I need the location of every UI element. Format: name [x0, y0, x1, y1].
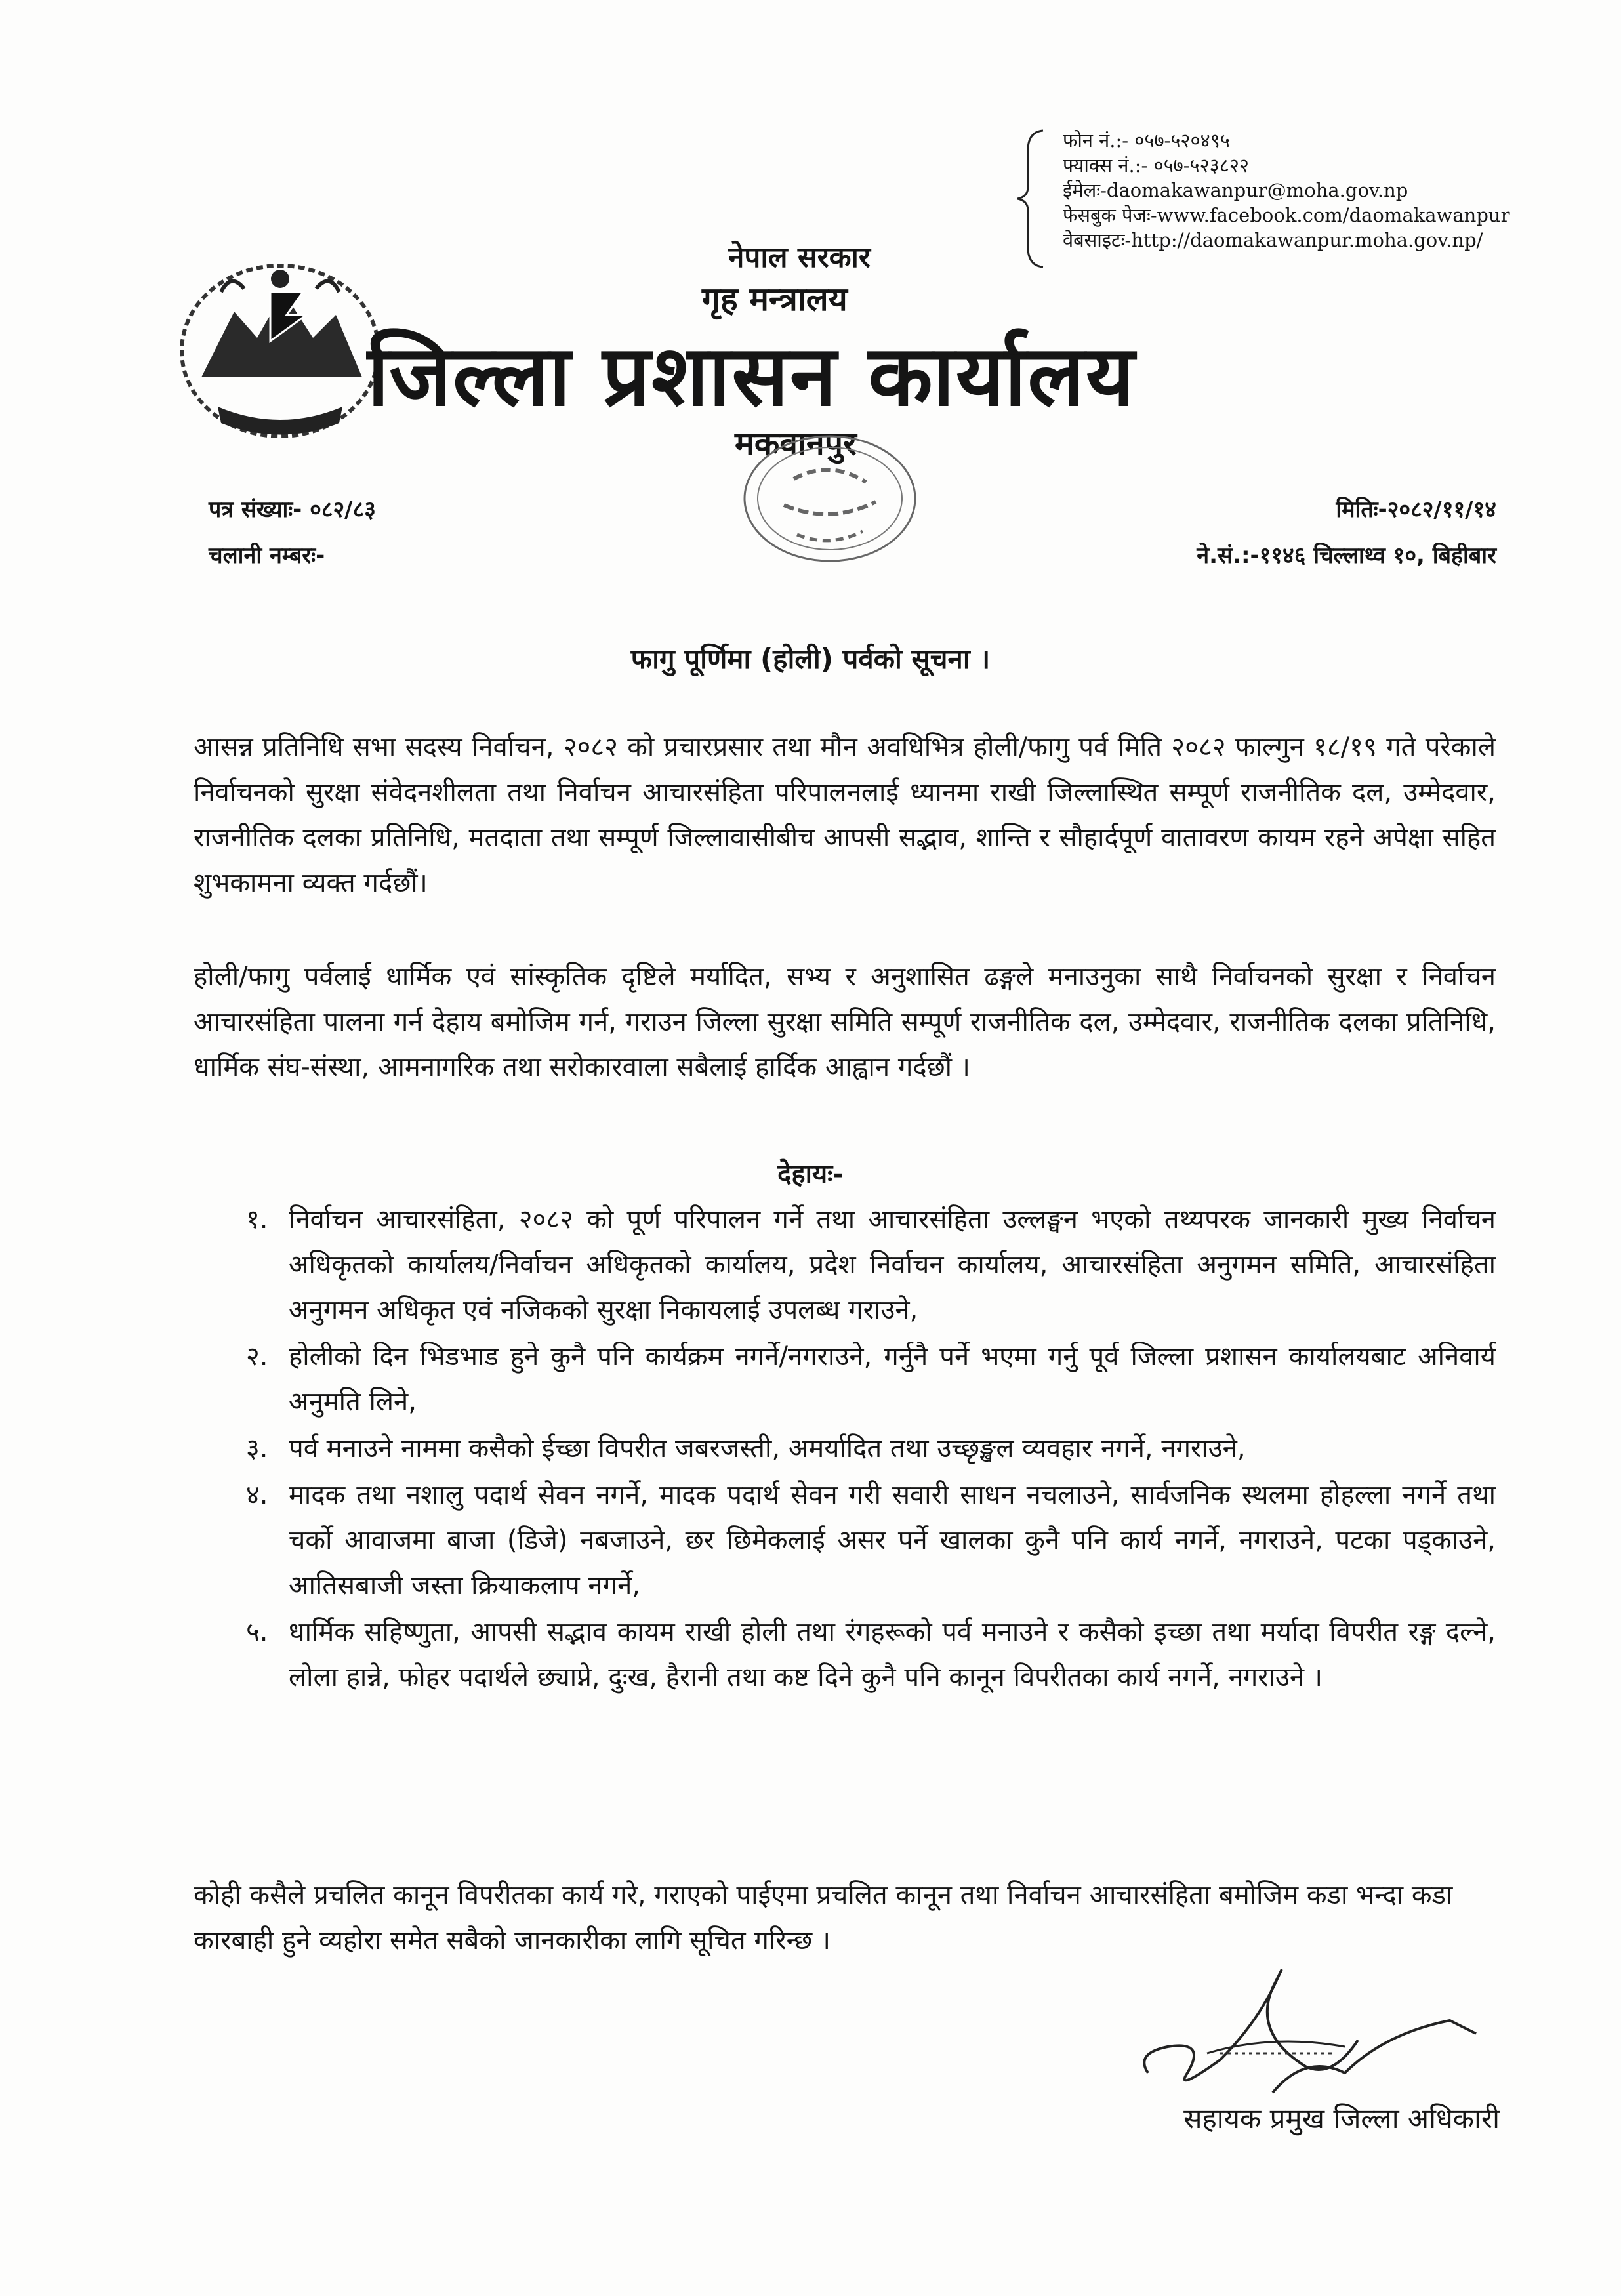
phone-number: फोन नं.:- ०५७-५२०४९५	[1063, 129, 1230, 152]
district-name: मकवानपुर	[735, 424, 857, 462]
list-item-number: ३.	[246, 1433, 268, 1464]
list-item-text: होलीको दिन भिडभाड हुने कुनै पनि कार्यक्रम नगर्ने/नगराउने, गर्नुनै पर्ने भएमा गर्नु पूर्व जिल्ला प्रशासन कार्यालयबाट अनिवार्य अनुमति लिने,	[289, 1342, 1496, 1417]
fax-number: फ्याक्स नं.:- ०५७-५२३८२२	[1063, 154, 1250, 176]
letter-date: मितिः-२०८२/११/१४	[1336, 497, 1496, 523]
letter-number: पत्र संख्याः- ०८२/८३	[209, 497, 376, 523]
website-link[interactable]: वेबसाइटः-http://daomakawanpur.moha.gov.np/	[1063, 229, 1483, 251]
office-seal-icon	[731, 426, 928, 571]
list-item	[246, 1426, 1496, 1471]
list-item	[246, 1473, 1496, 1609]
office-name: जिल्ला प्रशासन कार्यालय	[367, 327, 1136, 425]
dispatch-number: चलानी नम्बरः-	[209, 543, 325, 569]
handwritten-signature	[1109, 1961, 1489, 2112]
nepal-samvat-date: ने.सं.:-११४६ चिल्लाथ्व १०, बिहीबार	[1197, 543, 1496, 569]
instruction-list	[246, 1197, 1496, 1702]
list-item-number: १.	[246, 1204, 268, 1235]
ministry-name: गृह मन्त्रालय	[702, 280, 848, 318]
list-item-number: ५.	[246, 1617, 268, 1647]
list-item	[246, 1334, 1496, 1425]
list-item	[246, 1610, 1496, 1700]
contact-info	[1063, 128, 1509, 253]
list-heading: देहायः-	[777, 1159, 844, 1189]
nepal-emblem-icon	[172, 253, 388, 443]
notice-title: फागु पूर्णिमा (होली) पर्वको सूचना ।	[630, 643, 991, 675]
paragraph-closing: कोही कसैले प्रचलित कानून विपरीतका कार्य गरे, गराएको पाईएमा प्रचलित कानून तथा निर्वाचन आचारसंहिता बमोजिम कडा भन्दा कडा कारबाही हुने व्यहोरा समेत सबैको जानकारीका लागि सूचित गरिन्छ ।	[194, 1880, 1453, 1956]
email-address[interactable]: ईमेलः-daomakawanpur@moha.gov.np	[1063, 179, 1408, 201]
list-item-text: मादक तथा नशालु पदार्थ सेवन नगर्ने, मादक पदार्थ सेवन गरी सवारी साधन नचलाउने, सार्वजनिक स्थलमा होहल्ला नगर्ने तथा चर्को आवाजमा बाजा (डिजे) नबजाउने, छर छिमेकलाई असर पर्ने खालका कुनै पनि कार्य नगर्ने, नगराउने, पटका पड्काउने, आतिसबाजी जस्ता क्रियाकलाप नगर्ने,	[289, 1480, 1496, 1601]
list-item-text: पर्व मनाउने नाममा कसैको ईच्छा विपरीत जबरजस्ती, अमर्यादित तथा उच्छृङ्खल व्यवहार नगर्ने, नगराउने,	[289, 1433, 1246, 1464]
contact-brace	[1014, 128, 1046, 269]
paragraph-intro: आसन्न प्रतिनिधि सभा सदस्य निर्वाचन, २०८२ को प्रचारप्रसार तथा मौन अवधिभित्र होली/फागु पर्व मिति २०८२ फाल्गुन १८/१९ गते परेकाले निर्वाचनको सुरक्षा संवेदनशीलता तथा निर्वाचन आचारसंहिता परिपालनलाई ध्यानमा राखी जिल्लास्थित सम्पूर्ण राजनीतिक दल, उम्मेदवार, राजनीतिक दलका प्रतिनिधि, मतदाता तथा सम्पूर्ण जिल्लावासीबीच आपसी सद्भाव, शान्ति र सौहार्दपूर्ण वातावरण कायम रहने अपेक्षा सहित शुभकामना व्यक्त गर्दछौं।	[194, 732, 1496, 898]
list-item-text: धार्मिक सहिष्णुता, आपसी सद्भाव कायम राखी होली तथा रंगहरूको पर्व मनाउने र कसैको इच्छा तथा मर्यादा विपरीत रङ्ग दल्ने, लोला हान्ने, फोहर पदार्थले छ्याप्ने, दुःख, हैरानी तथा कष्ट दिने कुनै पनि कानून विपरीतका कार्य नगर्ने, नगराउने ।	[289, 1617, 1496, 1692]
list-item-number: २.	[246, 1342, 268, 1372]
list-item-number: ४.	[246, 1480, 268, 1510]
list-item-text: निर्वाचन आचारसंहिता, २०८२ को पूर्ण परिपालन गर्ने तथा आचारसंहिता उल्लङ्घन भएको तथ्यपरक जानकारी मुख्य निर्वाचन अधिकृतको कार्यालय/निर्वाचन अधिकृतको कार्यालय, प्रदेश निर्वाचन कार्यालय, आचारसंहिता अनुगमन समिति, आचारसंहिता अनुगमन अधिकृत एवं नजिकको सुरक्षा निकायलाई उपलब्ध गराउने,	[289, 1204, 1496, 1325]
facebook-page[interactable]: फेसबुक पेजः-www.facebook.com/daomakawanpur	[1063, 204, 1510, 226]
government-name: नेपाल सरकार	[728, 241, 871, 274]
list-item	[246, 1197, 1496, 1333]
paragraph-appeal: होली/फागु पर्वलाई धार्मिक एवं सांस्कृतिक दृष्टिले मर्यादित, सभ्य र अनुशासित ढङ्गले मनाउनुका साथै निर्वाचनको सुरक्षा र निर्वाचन आचारसंहिता पालना गर्न देहाय बमोजिम गर्न, गराउन जिल्ला सुरक्षा समिति सम्पूर्ण राजनीतिक दल, उम्मेदवार, राजनीतिक दलका प्रतिनिधि, धार्मिक संघ-संस्था, आमनागरिक तथा सरोकारवाला सबैलाई हार्दिक आह्वान गर्दछौं ।	[194, 962, 1496, 1082]
signatory-title: सहायक प्रमुख जिल्ला अधिकारी	[1183, 2102, 1500, 2135]
